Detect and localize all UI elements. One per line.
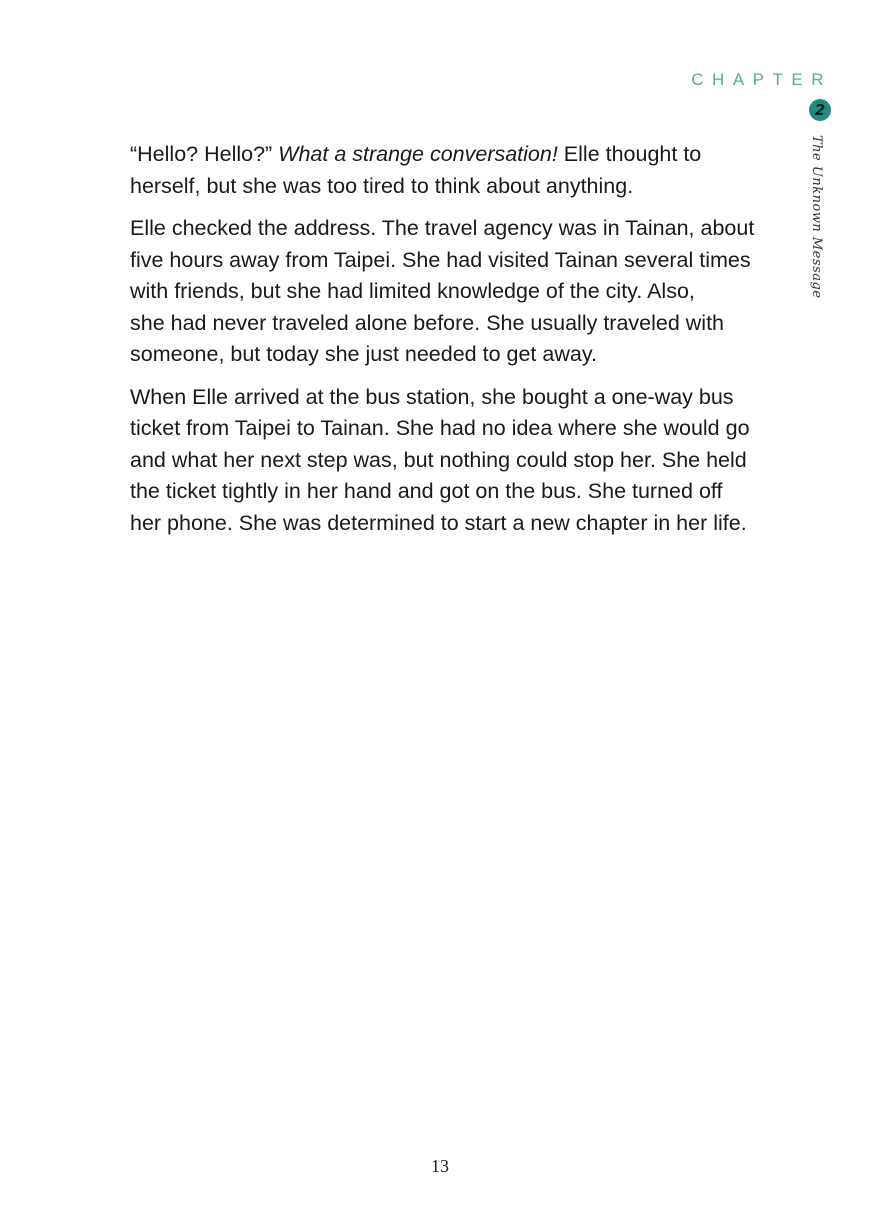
text-line: ticket from Taipei to Tainan. She had no idea where she would go (130, 416, 750, 440)
text-line: When Elle arrived at the bus station, she bought a one-way bus (130, 384, 734, 409)
running-title: The Unknown Message (809, 135, 824, 299)
text-line: five hours away from Taipei. She had visited Tainan several times (130, 247, 751, 272)
text-line (130, 139, 770, 171)
text-line: she had never traveled alone before. She usually traveled with (130, 310, 725, 335)
text-segment: “Hello? Hello?” (130, 142, 279, 166)
chapter-number-badge: 2 (809, 99, 831, 121)
text-line: herself, but she was too tired to think about anything. (130, 173, 634, 198)
text-line: with friends, but she had limited knowledge of the city. Also, (130, 279, 695, 303)
text-line: someone, but today she just needed to get away. (130, 342, 597, 366)
paragraph-2 (130, 213, 770, 371)
italic-thought: What a strange conversation! (278, 142, 558, 166)
text-segment: Elle thought to (557, 142, 702, 166)
text-line: the ticket tightly in her hand and got on the bus. She turned off (130, 479, 723, 503)
text-line: Elle checked the address. The travel agency was in Tainan, about (130, 216, 755, 240)
paragraph-1 (130, 139, 770, 202)
text-line: her phone. She was determined to start a new chapter in her life. (130, 510, 747, 535)
paragraph-3 (130, 382, 770, 540)
chapter-label: CHAPTER (691, 70, 832, 89)
body-text (130, 139, 770, 550)
page-number: 13 (431, 1156, 449, 1176)
text-line: and what her next step was, but nothing could stop her. She held (130, 447, 747, 472)
